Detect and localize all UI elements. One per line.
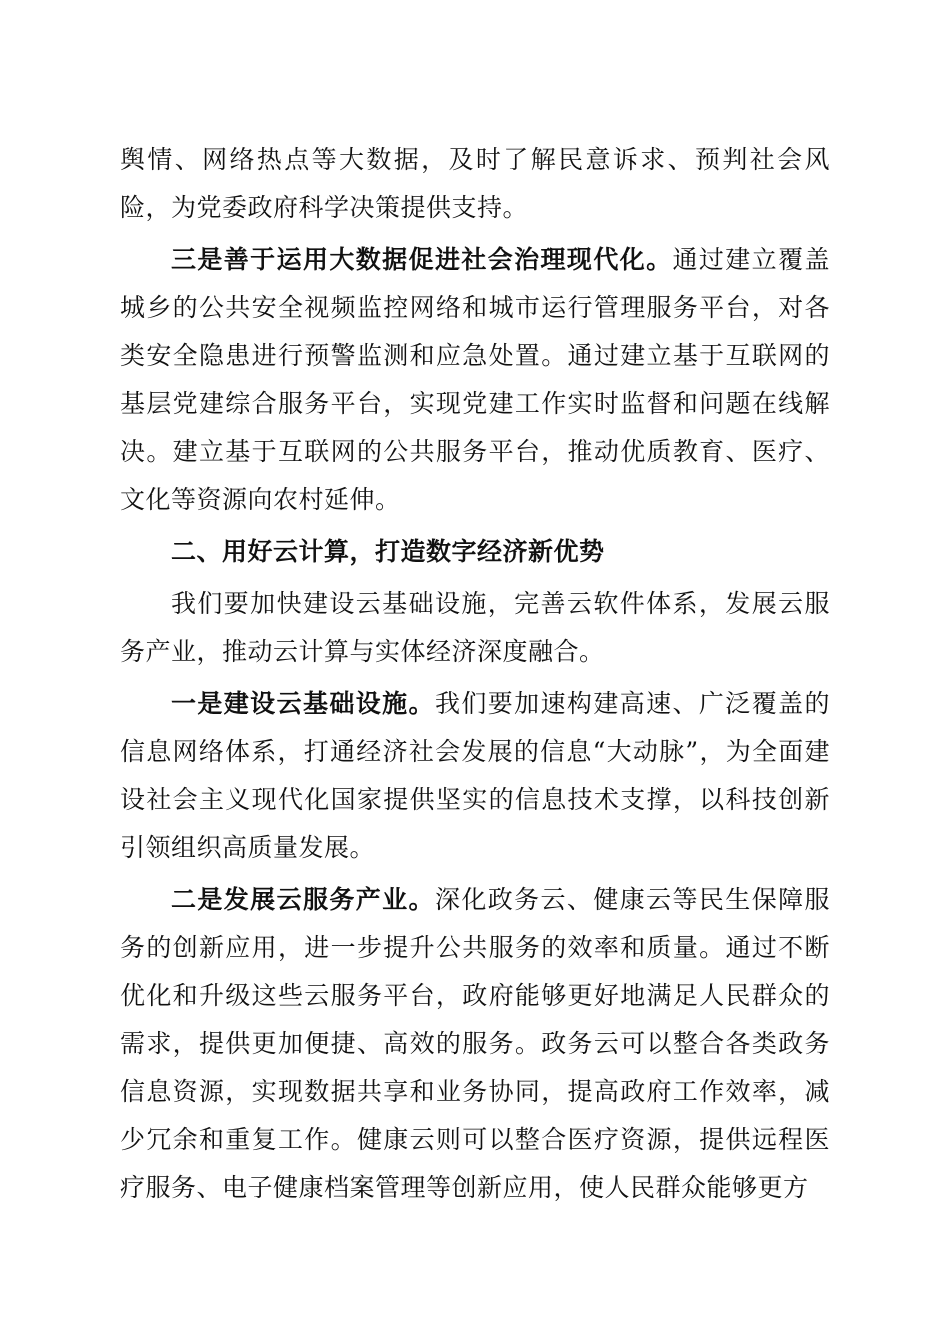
paragraph-social-governance xyxy=(120,236,830,524)
paragraph-cloud-intro xyxy=(120,580,830,676)
document-page xyxy=(120,136,830,1212)
paragraph-text: 我们要加速构建高速、广泛覆盖的信息网络体系，打通经济社会发展的信息“大动脉”，为全面建设社会主义现代化国家提供坚实的信息技术支撑，以科技创新引领组织高质量发展。 xyxy=(120,689,830,862)
paragraph-lead: 二是发展云服务产业。 xyxy=(171,885,435,914)
paragraph-lead: 一是建设云基础设施。 xyxy=(171,689,435,718)
paragraph-cloud-services xyxy=(120,876,830,1212)
paragraph-text: 我们要加快建设云基础设施，完善云软件体系，发展云服务产业，推动云计算与实体经济深度融合。 xyxy=(120,589,830,666)
paragraph-public-opinion xyxy=(120,136,830,232)
section-heading-cloud-computing xyxy=(120,528,830,576)
paragraph-text: 舆情、网络热点等大数据，及时了解民意诉求、预判社会风险，为党委政府科学决策提供支持。 xyxy=(120,145,830,222)
section-heading-text: 二、用好云计算，打造数字经济新优势 xyxy=(171,537,605,566)
paragraph-text: 深化政务云、健康云等民生保障服务的创新应用，进一步提升公共服务的效率和质量。通过不断优化和升级这些云服务平台，政府能够更好地满足人民群众的需求，提供更加便捷、高效的服务。政务云可以整合各类政务信息资源，实现数据共享和业务协同，提高政府工作效率，减少冗余和重复工作。健康云则可以整合医疗资源，提供远程医疗服务、电子健康档案管理等创新应用，使人民群众能够更方 xyxy=(120,885,830,1202)
paragraph-cloud-infrastructure xyxy=(120,680,830,872)
paragraph-text: 通过建立覆盖城乡的公共安全视频监控网络和城市运行管理服务平台，对各类安全隐患进行预警监测和应急处置。通过建立基于互联网的基层党建综合服务平台，实现党建工作实时监督和问题在线解决。建立基于互联网的公共服务平台，推动优质教育、医疗、文化等资源向农村延伸。 xyxy=(120,245,830,514)
paragraph-lead: 三是善于运用大数据促进社会治理现代化。 xyxy=(171,245,673,274)
